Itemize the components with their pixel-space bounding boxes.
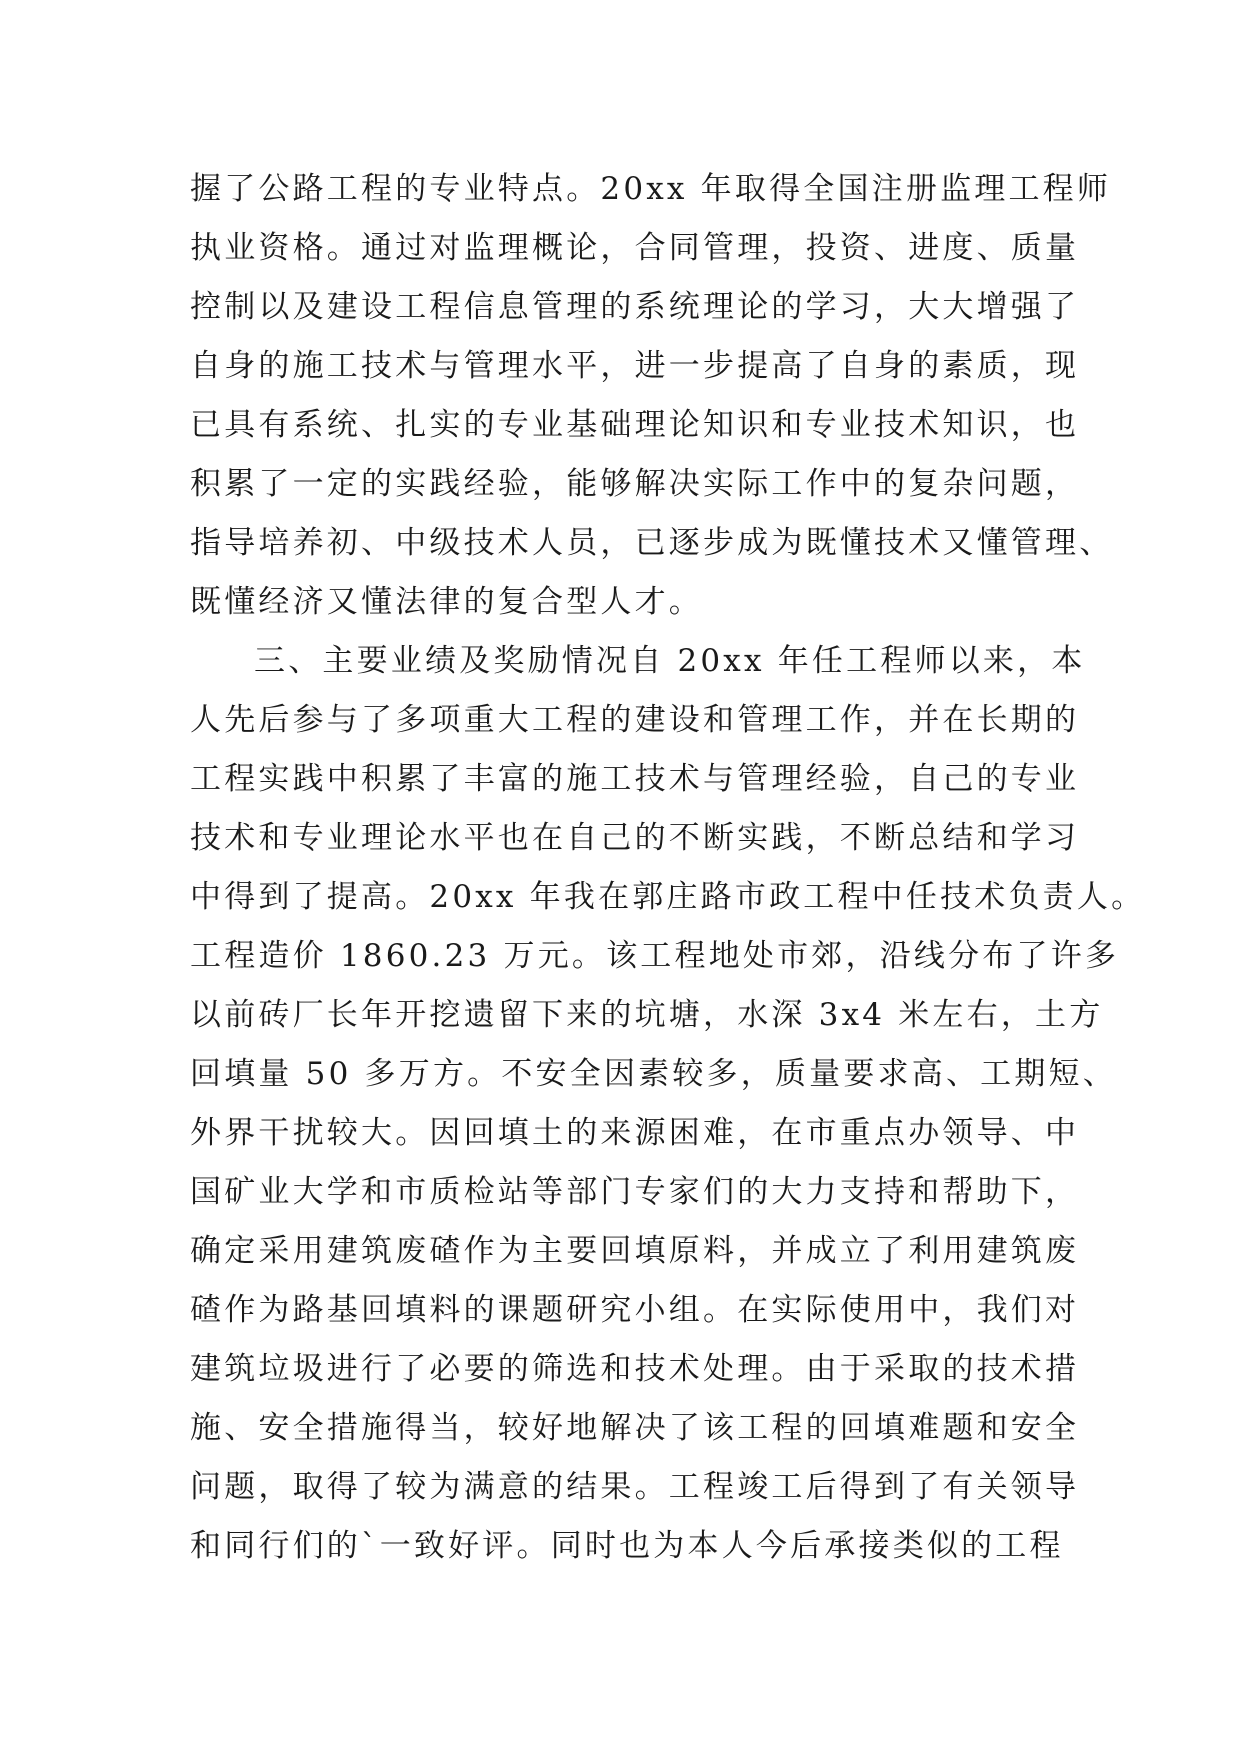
text-line: 已具有系统、扎实的专业基础理论知识和专业技术知识，也 — [190, 407, 1080, 443]
text-line: 握了公路工程的专业特点。20xx 年取得全国注册监理工程师 — [190, 171, 1112, 207]
text-line: 积累了一定的实践经验，能够解决实际工作中的复杂问题， — [190, 466, 1080, 502]
text-line: 施、安全措施得当，较好地解决了该工程的回填难题和安全 — [190, 1410, 1080, 1446]
text-line: 问题，取得了较为满意的结果。工程竣工后得到了有关领导 — [190, 1469, 1080, 1505]
text-line: 执业资格。通过对监理概论，合同管理，投资、进度、质量 — [190, 230, 1080, 266]
text-line: 建筑垃圾进行了必要的筛选和技术处理。由于采取的技术措 — [190, 1351, 1080, 1387]
text-line: 以前砖厂长年开挖遗留下来的坑塘，水深 3x4 米左右，土方 — [190, 997, 1104, 1033]
text-line: 控制以及建设工程信息管理的系统理论的学习，大大增强了 — [190, 289, 1080, 325]
text-line: 回填量 50 多万方。不安全因素较多，质量要求高、工期短、 — [190, 1056, 1117, 1092]
text-line: 人先后参与了多项重大工程的建设和管理工作，并在长期的 — [190, 702, 1080, 738]
text-line: 碴作为路基回填料的课题研究小组。在实际使用中，我们对 — [190, 1292, 1080, 1328]
text-line: 中得到了提高。20xx 年我在郭庄路市政工程中任技术负责人。 — [190, 879, 1146, 915]
text-line: 工程实践中积累了丰富的施工技术与管理经验，自己的专业 — [190, 761, 1080, 797]
text-line: 三、主要业绩及奖励情况自 20xx 年任工程师以来，本 — [254, 643, 1086, 679]
text-line: 指导培养初、中级技术人员，已逐步成为既懂技术又懂管理、 — [190, 525, 1114, 561]
text-line: 既懂经济又懂法律的复合型人才。 — [190, 584, 703, 620]
body-text — [190, 160, 1146, 1576]
text-line: 确定采用建筑废碴作为主要回填原料，并成立了利用建筑废 — [190, 1233, 1080, 1269]
text-line: 国矿业大学和市质检站等部门专家们的大力支持和帮助下， — [190, 1174, 1080, 1210]
text-line: 和同行们的`一致好评。同时也为本人今后承接类似的工程 — [190, 1528, 1064, 1564]
text-line: 自身的施工技术与管理水平，进一步提高了自身的素质，现 — [190, 348, 1080, 384]
text-line: 技术和专业理论水平也在自己的不断实践，不断总结和学习 — [190, 820, 1080, 856]
text-line: 外界干扰较大。因回填土的来源困难，在市重点办领导、中 — [190, 1115, 1080, 1151]
text-line: 工程造价 1860.23 万元。该工程地处市郊，沿线分布了许多 — [190, 938, 1120, 974]
